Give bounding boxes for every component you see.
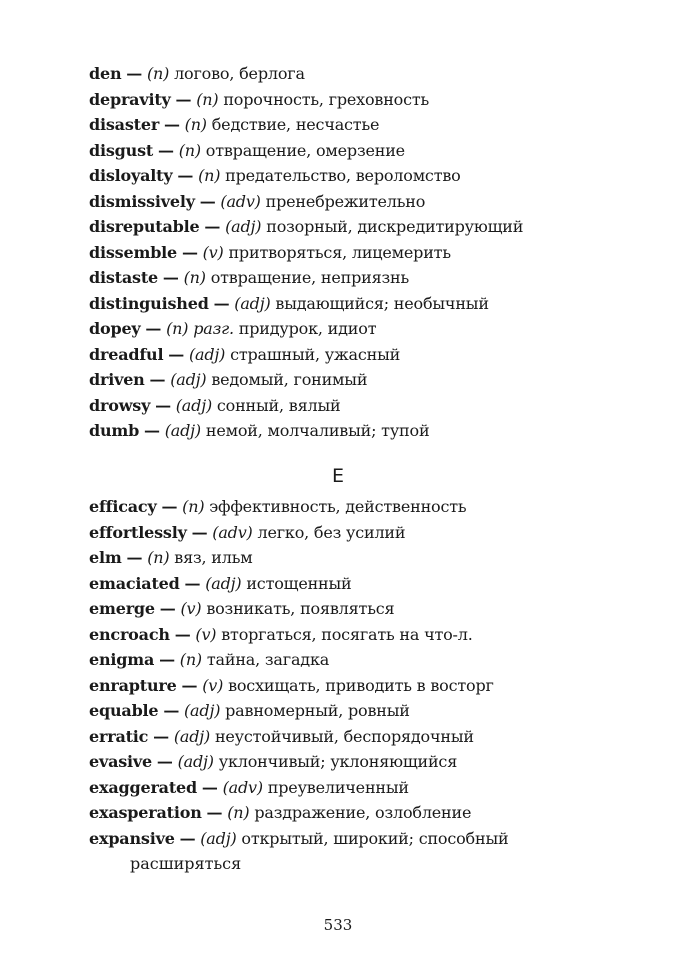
dash: — — [191, 522, 208, 542]
definition: равномерный, ровный — [225, 701, 410, 720]
headword: disgust — [89, 140, 154, 160]
dash: — — [163, 115, 180, 134]
definition: открытый, широкий; способный — [241, 828, 509, 848]
definition: страшный, ужасный — [230, 344, 401, 364]
dash: — — [161, 497, 178, 516]
part-of-speech: (n) — [147, 64, 170, 83]
part-of-speech: (adj) — [184, 701, 221, 720]
definition: возникать, появляться — [206, 599, 395, 618]
entry-enigma — [89, 647, 649, 673]
part-of-speech: (adj) — [188, 344, 226, 364]
definition: немой, молчаливый; тупой — [205, 421, 430, 440]
usage-note: разг. — [193, 319, 234, 338]
dash: — — [149, 370, 166, 389]
part-of-speech: (adj) — [175, 395, 212, 415]
dash: — — [199, 191, 216, 211]
part-of-speech: (n) — [182, 497, 205, 516]
headword: effortlessly — [89, 522, 187, 542]
entry-dismissively — [89, 189, 649, 215]
entry-elm — [89, 545, 649, 571]
definition: восхищать, приводить в восторг — [228, 675, 494, 695]
entry-encroach — [89, 622, 649, 648]
definition: отвращение, неприязнь — [210, 268, 409, 287]
headword: dopey — [89, 319, 141, 338]
entry-distinguished — [89, 291, 649, 317]
entry-dumb — [89, 418, 649, 444]
dash: — — [156, 752, 173, 771]
dash: — — [204, 217, 221, 236]
part-of-speech: (v) — [195, 624, 217, 644]
dash: — — [175, 89, 192, 109]
part-of-speech: (n) — [227, 803, 250, 822]
definition: сонный, вялый — [216, 395, 341, 415]
definition: вторгаться, посягать на что-л. — [221, 624, 473, 644]
dash: — — [201, 777, 218, 797]
entry-expansive — [89, 826, 649, 852]
part-of-speech: (adj) — [177, 752, 214, 771]
part-of-speech: (n) — [147, 548, 170, 567]
headword: dumb — [89, 421, 140, 440]
headword: den — [89, 64, 122, 83]
dash: — — [126, 548, 143, 567]
headword: emaciated — [89, 573, 180, 593]
headword: disloyalty — [89, 166, 173, 185]
entry-exasperation — [89, 800, 649, 826]
headword: dismissively — [89, 191, 195, 211]
part-of-speech: (adj) — [234, 293, 271, 313]
dash: — — [155, 395, 171, 415]
dash: — — [145, 319, 162, 338]
definition: раздражение, озлобление — [254, 803, 472, 822]
dash: — — [213, 293, 230, 313]
part-of-speech: (v) — [180, 599, 202, 618]
headword: emerge — [89, 599, 155, 618]
part-of-speech: (adj) — [225, 217, 262, 236]
section-letter-heading: E — [331, 465, 344, 487]
entry-emaciated — [89, 571, 649, 597]
dash: — — [168, 344, 185, 364]
part-of-speech: (adj) — [164, 421, 201, 440]
definition: преувеличенный — [267, 777, 409, 797]
dash: — — [181, 675, 198, 695]
part-of-speech: (n) — [196, 89, 219, 109]
part-of-speech: (n) — [178, 140, 201, 160]
headword: distinguished — [89, 293, 209, 313]
headword: efficacy — [89, 497, 157, 516]
part-of-speech: (n) — [166, 319, 189, 338]
part-of-speech: (adj) — [173, 726, 211, 746]
definition: тайна, загадка — [206, 650, 330, 669]
part-of-speech: (adj) — [205, 573, 242, 593]
entry-erratic — [89, 724, 649, 750]
part-of-speech: (n) — [183, 268, 206, 287]
definition: легко, без усилий — [257, 522, 406, 542]
dash: — — [126, 64, 143, 83]
definition: порочность, греховность — [223, 89, 430, 109]
headword: elm — [89, 548, 122, 567]
headword: drowsy — [89, 395, 151, 415]
entry-disaster — [89, 112, 649, 138]
entry-enrapture — [89, 673, 649, 699]
page-number: 533 — [323, 916, 353, 934]
definition: предательство, вероломство — [225, 166, 461, 185]
headword: expansive — [89, 828, 175, 848]
headword: exaggerated — [89, 777, 197, 797]
section-e-entries — [89, 494, 649, 877]
entry-equable — [89, 698, 649, 724]
dash: — — [174, 624, 191, 644]
definition: бедствие, несчастье — [211, 115, 380, 134]
headword: equable — [89, 701, 159, 720]
entry-drowsy — [89, 393, 649, 419]
entry-disreputable — [89, 214, 649, 240]
dash: — — [162, 268, 179, 287]
headword: enigma — [89, 650, 155, 669]
part-of-speech: (adv) — [212, 522, 253, 542]
entry-dissemble — [89, 240, 649, 266]
definition: истощенный — [246, 573, 352, 593]
part-of-speech: (n) — [198, 166, 221, 185]
definition: притворяться, лицемерить — [228, 242, 451, 262]
headword: evasive — [89, 752, 153, 771]
part-of-speech: (adv) — [220, 191, 261, 211]
headword: encroach — [89, 624, 170, 644]
entry-driven — [89, 367, 649, 393]
entry-depravity — [89, 87, 649, 113]
definition: неустойчивый, беспорядочный — [214, 726, 474, 746]
part-of-speech: (adj) — [200, 828, 237, 848]
definition: придурок, идиот — [238, 319, 377, 338]
headword: disaster — [89, 115, 160, 134]
dash: — — [181, 242, 198, 262]
part-of-speech: (n) — [184, 115, 207, 134]
definition: логово, берлога — [174, 64, 305, 83]
dash: — — [177, 166, 194, 185]
part-of-speech: (v) — [202, 242, 224, 262]
headword: exasperation — [89, 803, 202, 822]
headword: enrapture — [89, 675, 177, 695]
definition: выдающийся; необычный — [275, 293, 489, 313]
dash: — — [153, 726, 169, 746]
part-of-speech: (v) — [202, 675, 224, 695]
dash: — — [206, 803, 223, 822]
headword: depravity — [89, 89, 171, 109]
dash: — — [163, 701, 180, 720]
definition: эффективность, действенность — [209, 497, 467, 516]
dash: — — [144, 421, 160, 440]
part-of-speech: (n) — [179, 650, 202, 669]
entry-disgust — [89, 138, 649, 164]
entry-distaste — [89, 265, 649, 291]
entry-dopey — [89, 316, 649, 342]
entry-efficacy — [89, 494, 649, 520]
entry-emerge — [89, 596, 649, 622]
definition: вяз, ильм — [174, 548, 253, 567]
dash: — — [184, 573, 201, 593]
headword: erratic — [89, 726, 149, 746]
headword: dreadful — [89, 344, 164, 364]
headword: dissemble — [89, 242, 178, 262]
dash: — — [179, 828, 196, 848]
definition: ведомый, гонимый — [211, 370, 368, 389]
dash: — — [159, 599, 176, 618]
entry-evasive — [89, 749, 649, 775]
dash: — — [159, 650, 175, 669]
definition: пренебрежительно — [265, 191, 426, 211]
headword: disreputable — [89, 217, 200, 236]
section-d-entries — [89, 61, 649, 444]
entry-effortlessly — [89, 520, 649, 546]
dash: — — [157, 140, 174, 160]
entry-exaggerated — [89, 775, 649, 801]
entry-dreadful — [89, 342, 649, 368]
headword: driven — [89, 370, 145, 389]
definition: отвращение, омерзение — [205, 140, 405, 160]
part-of-speech: (adv) — [222, 777, 263, 797]
part-of-speech: (adj) — [170, 370, 207, 389]
definition: уклончивый; уклоняющийся — [218, 752, 458, 771]
definition: позорный, дискредитирующий — [266, 217, 524, 236]
definition-continuation: расширяться — [130, 854, 242, 873]
entry-den — [89, 61, 649, 87]
entry-disloyalty — [89, 163, 649, 189]
headword: distaste — [89, 268, 159, 287]
